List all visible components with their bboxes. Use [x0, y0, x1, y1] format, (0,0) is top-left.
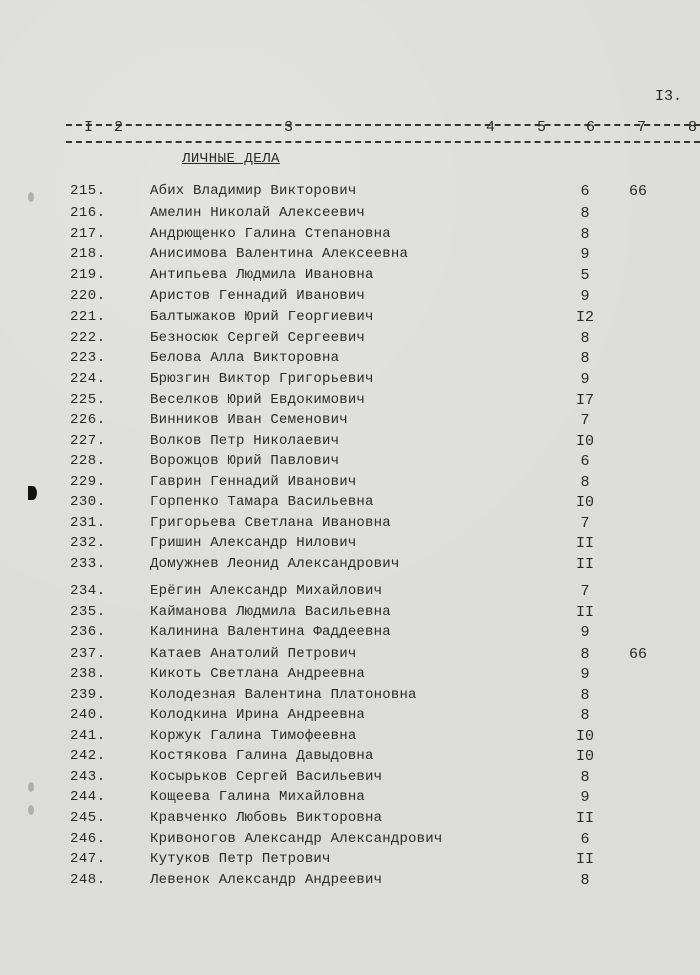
list-item	[0, 535, 700, 555]
list-item	[0, 267, 700, 287]
record-number: 242.	[70, 748, 106, 764]
section-title: ЛИЧНЫЕ ДЕЛА	[182, 151, 280, 167]
column-6-value: I0	[575, 494, 594, 511]
record-number: 217.	[70, 226, 106, 242]
list-item	[0, 769, 700, 789]
header-rule-top	[66, 124, 700, 126]
record-number: 224.	[70, 371, 106, 387]
person-name: Горпенко Тамара Васильевна	[150, 494, 374, 510]
column-6-value: 8	[580, 769, 590, 786]
person-name: Кравченко Любовь Викторовна	[150, 810, 383, 826]
person-name: Ерёгин Александр Михайлович	[150, 583, 383, 599]
column-number: 6	[586, 119, 596, 136]
person-name: Григорьева Светлана Ивановна	[150, 515, 391, 531]
column-6-value: 9	[580, 624, 590, 641]
column-7-value: 66	[628, 183, 647, 200]
column-6-value: 5	[580, 267, 590, 284]
list-item	[0, 350, 700, 370]
list-item	[0, 851, 700, 871]
column-6-value: 9	[580, 246, 590, 263]
person-name: Брюзгин Виктор Григорьевич	[150, 371, 374, 387]
person-name: Калинина Валентина Фаддеевна	[150, 624, 391, 640]
record-number: 220.	[70, 288, 106, 304]
column-number: 7	[637, 119, 647, 136]
list-item	[0, 687, 700, 707]
list-item	[0, 412, 700, 432]
column-6-value: I7	[575, 392, 594, 409]
record-number: 240.	[70, 707, 106, 723]
record-number: 237.	[70, 646, 106, 662]
person-name: Белова Алла Викторовна	[150, 350, 340, 366]
person-name: Ворожцов Юрий Павлович	[150, 453, 340, 469]
person-name: Гришин Александр Нилович	[150, 535, 357, 551]
column-6-value: 6	[580, 453, 590, 470]
list-item	[0, 872, 700, 892]
person-name: Безносюк Сергей Сергеевич	[150, 330, 366, 346]
list-item	[0, 831, 700, 851]
column-6-value: 8	[580, 687, 590, 704]
header-rule-bottom	[66, 141, 700, 143]
person-name: Кайманова Людмила Васильевна	[150, 604, 391, 620]
person-name: Кутуков Петр Петрович	[150, 851, 331, 867]
record-number: 247.	[70, 851, 106, 867]
column-6-value: 8	[580, 474, 590, 491]
person-name: Андрющенко Галина Степановна	[150, 226, 391, 242]
person-name: Костякова Галина Давыдовна	[150, 748, 374, 764]
column-6-value: I0	[575, 748, 594, 765]
record-number: 218.	[70, 246, 106, 262]
list-item	[0, 474, 700, 494]
column-6-value: 7	[580, 412, 590, 429]
column-6-value: II	[575, 556, 594, 573]
record-number: 227.	[70, 433, 106, 449]
column-6-value: 7	[580, 583, 590, 600]
record-number: 229.	[70, 474, 106, 490]
list-item	[0, 748, 700, 768]
record-number: 221.	[70, 309, 106, 325]
column-6-value: 8	[580, 205, 590, 222]
record-number: 215.	[70, 183, 106, 199]
column-6-value: 8	[580, 646, 590, 663]
record-number: 226.	[70, 412, 106, 428]
person-name: Кощеева Галина Михайловна	[150, 789, 366, 805]
person-name: Гаврин Геннадий Иванович	[150, 474, 357, 490]
record-number: 248.	[70, 872, 106, 888]
record-number: 231.	[70, 515, 106, 531]
list-item	[0, 309, 700, 329]
record-number: 232.	[70, 535, 106, 551]
record-number: 228.	[70, 453, 106, 469]
record-number: 245.	[70, 810, 106, 826]
column-6-value: 8	[580, 707, 590, 724]
column-6-value: II	[575, 604, 594, 621]
record-number: 246.	[70, 831, 106, 847]
record-number: 222.	[70, 330, 106, 346]
list-item	[0, 183, 700, 203]
person-name: Абих Владимир Викторович	[150, 183, 357, 199]
column-7-value: 66	[628, 646, 647, 663]
person-name: Кривоногов Александр Александрович	[150, 831, 443, 847]
column-6-value: 7	[580, 515, 590, 532]
list-item	[0, 246, 700, 266]
record-number: 230.	[70, 494, 106, 510]
list-item	[0, 646, 700, 666]
column-number: 8	[688, 119, 698, 136]
column-number: 5	[537, 119, 547, 136]
record-number: 225.	[70, 392, 106, 408]
column-number: I	[84, 119, 94, 136]
list-item	[0, 453, 700, 473]
column-6-value: 9	[580, 789, 590, 806]
list-item	[0, 556, 700, 576]
list-item	[0, 515, 700, 535]
column-6-value: 8	[580, 350, 590, 367]
column-6-value: 8	[580, 872, 590, 889]
list-item	[0, 205, 700, 225]
column-6-value: 9	[580, 288, 590, 305]
column-6-value: I0	[575, 728, 594, 745]
person-name: Анисимова Валентина Алексеевна	[150, 246, 409, 262]
person-name: Колодкина Ирина Андреевна	[150, 707, 366, 723]
list-item	[0, 583, 700, 603]
column-number: 2	[114, 119, 124, 136]
column-6-value: 8	[580, 226, 590, 243]
list-item	[0, 330, 700, 350]
column-6-value: II	[575, 851, 594, 868]
person-name: Колодезная Валентина Платоновна	[150, 687, 417, 703]
record-number: 234.	[70, 583, 106, 599]
record-number: 244.	[70, 789, 106, 805]
person-name: Кикоть Светлана Андреевна	[150, 666, 366, 682]
column-number: 4	[486, 119, 496, 136]
person-name: Волков Петр Николаевич	[150, 433, 340, 449]
column-6-value: 8	[580, 330, 590, 347]
page-number: I3.	[655, 88, 683, 105]
person-name: Катаев Анатолий Петрович	[150, 646, 357, 662]
person-name: Левенок Александр Андреевич	[150, 872, 383, 888]
person-name: Аристов Геннадий Иванович	[150, 288, 366, 304]
list-item	[0, 810, 700, 830]
list-item	[0, 624, 700, 644]
column-6-value: 9	[580, 666, 590, 683]
record-number: 238.	[70, 666, 106, 682]
list-item	[0, 433, 700, 453]
column-number: 3	[284, 119, 294, 136]
record-number: 233.	[70, 556, 106, 572]
column-6-value: 6	[580, 831, 590, 848]
person-name: Винников Иван Семенович	[150, 412, 348, 428]
person-name: Коржук Галина Тимофеевна	[150, 728, 357, 744]
person-name: Косырьков Сергей Васильевич	[150, 769, 383, 785]
record-number: 236.	[70, 624, 106, 640]
column-6-value: II	[575, 535, 594, 552]
column-6-value: 6	[580, 183, 590, 200]
column-6-value: II	[575, 810, 594, 827]
person-name: Балтыжаков Юрий Георгиевич	[150, 309, 374, 325]
list-item	[0, 371, 700, 391]
list-item	[0, 789, 700, 809]
list-item	[0, 707, 700, 727]
record-number: 216.	[70, 205, 106, 221]
column-6-value: 9	[580, 371, 590, 388]
list-item	[0, 494, 700, 514]
list-item	[0, 604, 700, 624]
person-name: Амелин Николай Алексеевич	[150, 205, 366, 221]
column-6-value: I2	[575, 309, 594, 326]
list-item	[0, 392, 700, 412]
list-item	[0, 666, 700, 686]
record-number: 243.	[70, 769, 106, 785]
person-name: Антипьева Людмила Ивановна	[150, 267, 374, 283]
person-name: Домужнев Леонид Александрович	[150, 556, 400, 572]
list-item	[0, 226, 700, 246]
person-name: Веселков Юрий Евдокимович	[150, 392, 366, 408]
record-number: 239.	[70, 687, 106, 703]
column-6-value: I0	[575, 433, 594, 450]
record-number: 223.	[70, 350, 106, 366]
list-item	[0, 288, 700, 308]
record-number: 235.	[70, 604, 106, 620]
record-number: 219.	[70, 267, 106, 283]
list-item	[0, 728, 700, 748]
record-number: 241.	[70, 728, 106, 744]
